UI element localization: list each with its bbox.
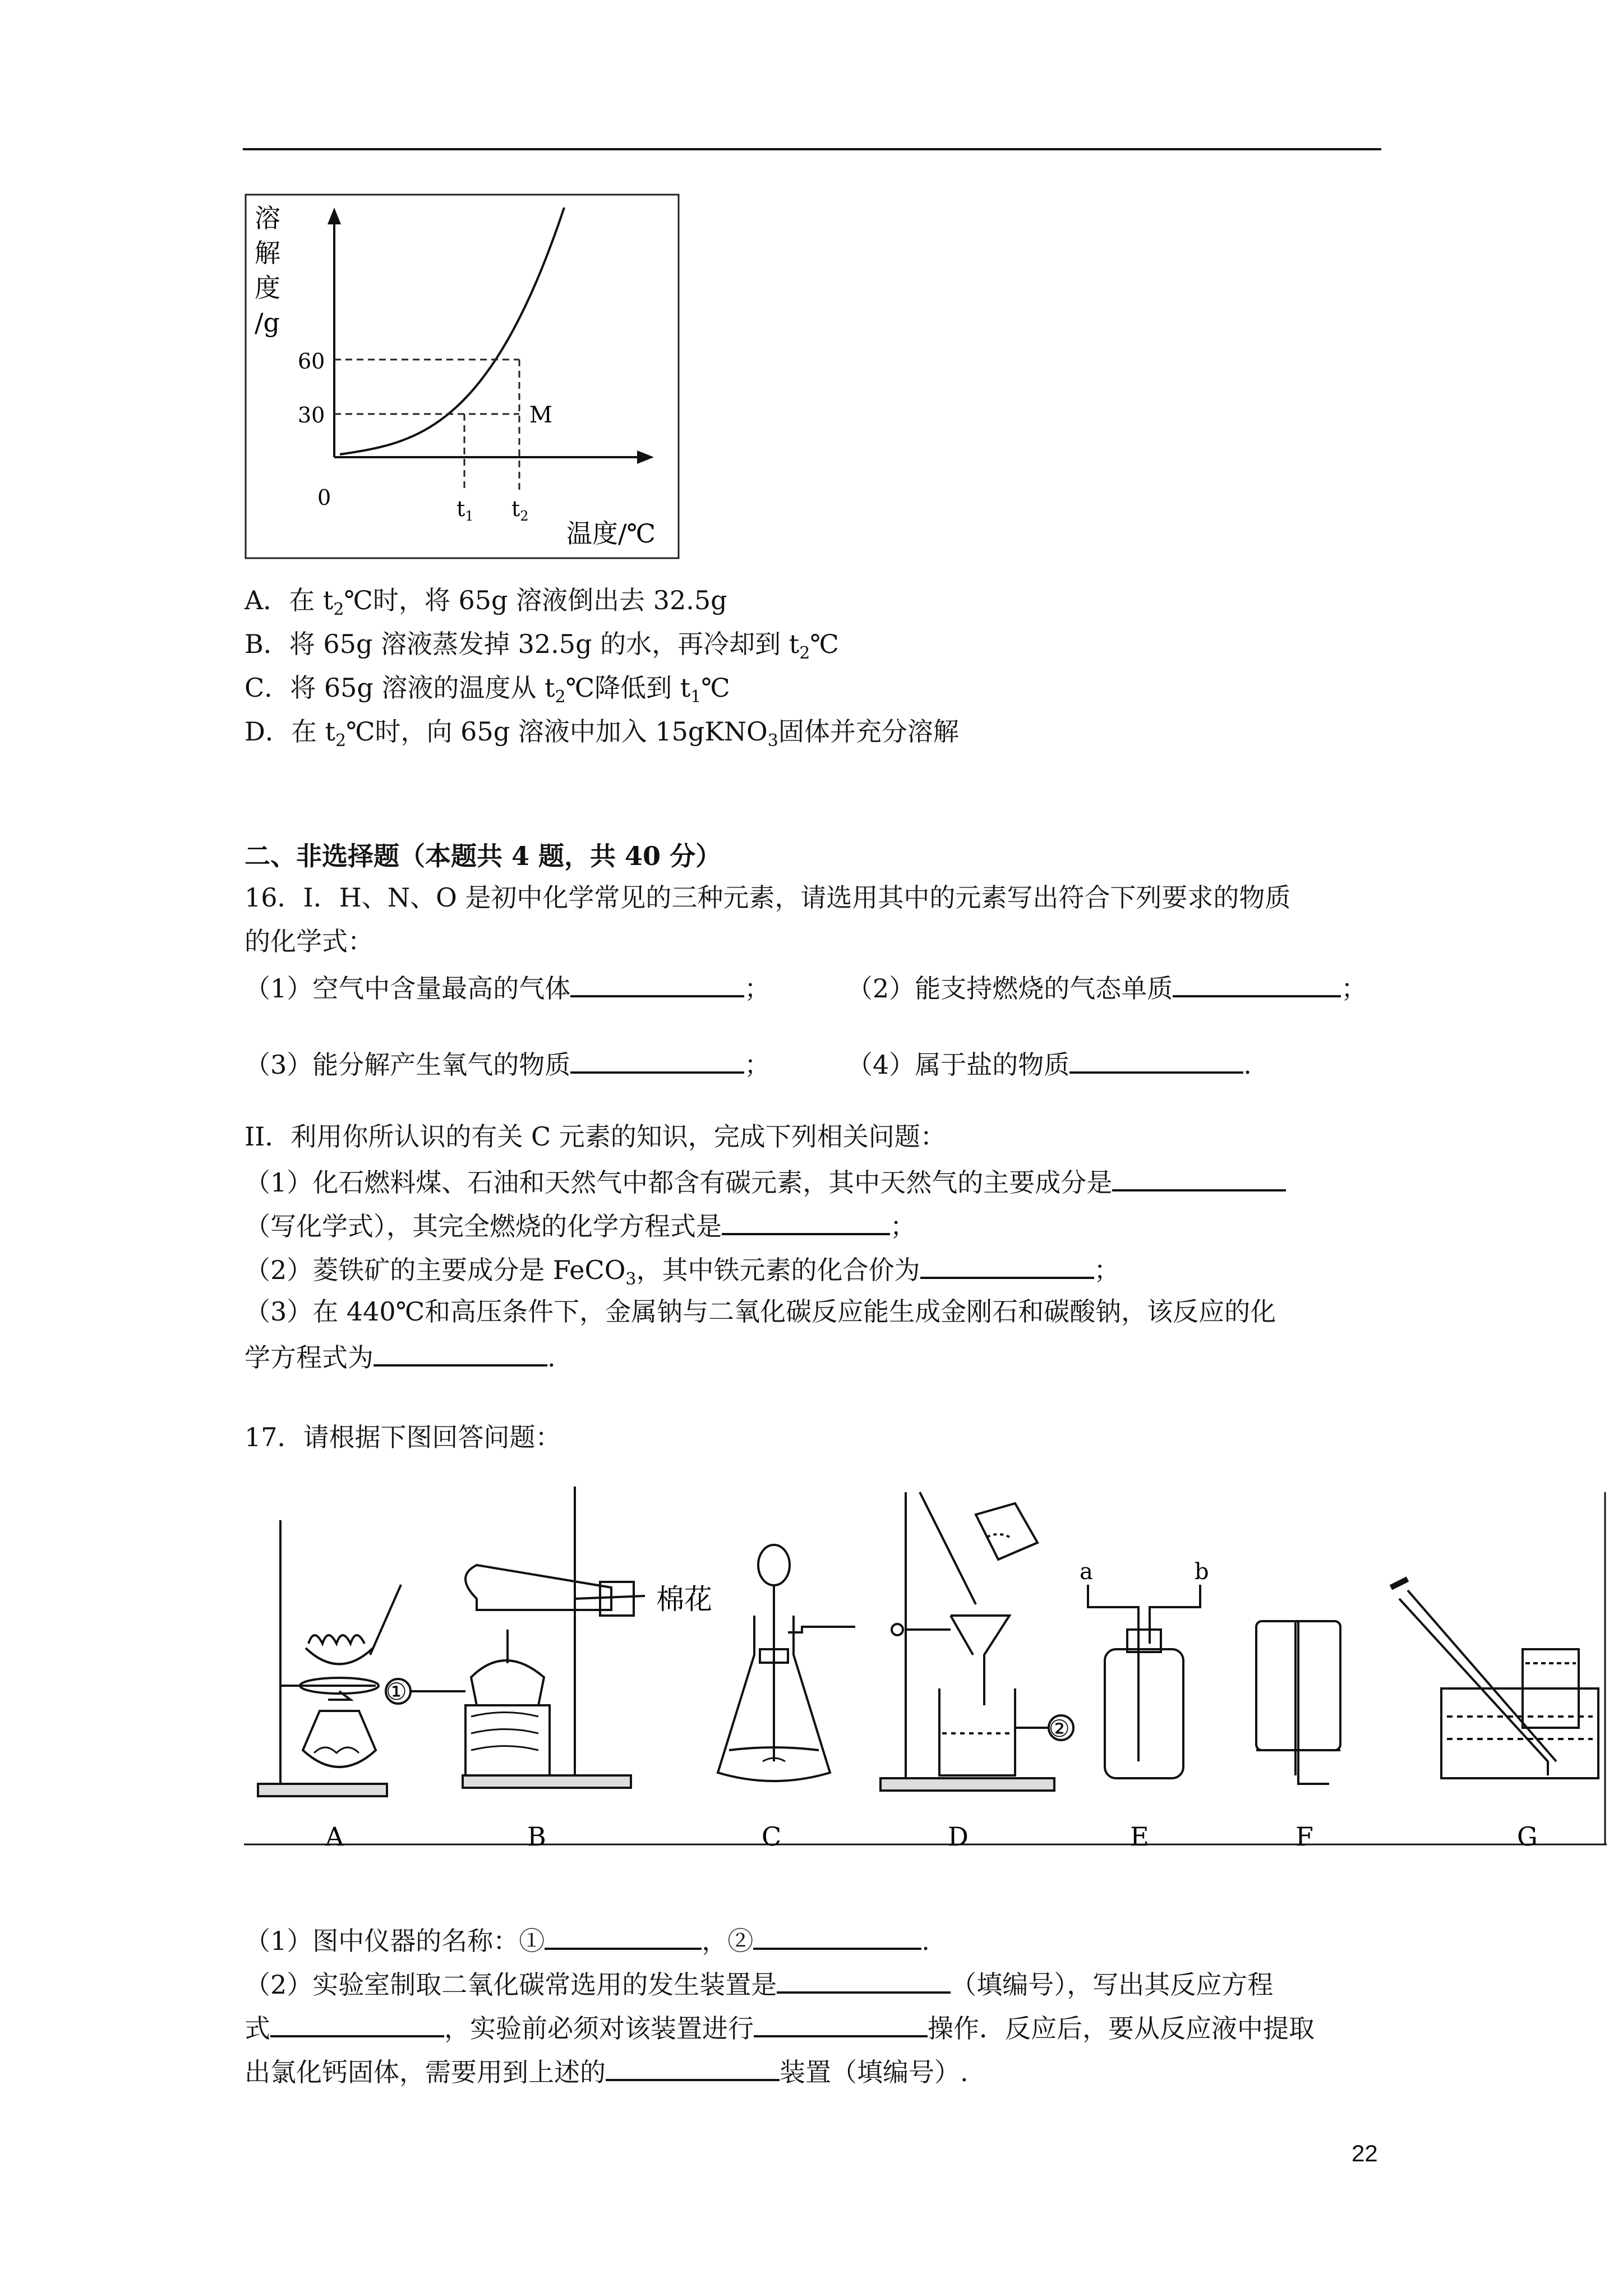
answer-blank[interactable] (545, 1922, 702, 1950)
solubility-graph (245, 194, 682, 561)
q16-intro-2: 的化学式： (245, 926, 374, 956)
label-e: E (1130, 1821, 1149, 1852)
q16-ii-2: （2）菱铁矿的主要成分是 FeCO$_3$，其中铁元素的化合价为 ； (245, 1251, 1120, 1296)
ylabel-char-2: 解 (255, 238, 280, 268)
q16-ii-title: II．利用你所认识的有关 C 元素的知识，完成下列相关问题： (245, 1121, 946, 1152)
label-f: F (1295, 1821, 1313, 1852)
answer-blank[interactable] (570, 969, 744, 997)
answer-blank[interactable] (270, 2009, 444, 2037)
marker-2: ② (1049, 1715, 1070, 1742)
y-tick-60: 60 (298, 349, 325, 374)
answer-blank[interactable] (570, 1046, 744, 1074)
apparatus-a (258, 1520, 401, 1796)
apparatus-c (718, 1545, 855, 1781)
y-axis-arrow (328, 208, 341, 224)
y-tick-30: 30 (298, 403, 325, 427)
q16-item-2: （2）能支持燃烧的气态单质 ； (847, 969, 1367, 1005)
option-a: A．在 $t_2℃$时，将 65g 溶液倒出去 32.5g (245, 585, 727, 619)
answer-blank[interactable] (722, 1207, 890, 1235)
x-axis-label: 温度/℃ (566, 518, 656, 549)
answer-blank[interactable] (1173, 969, 1341, 997)
q17-part-1: （1）图中仪器的名称：① ，② . (245, 1922, 930, 1958)
label-d: D (948, 1821, 969, 1852)
answer-blank[interactable] (1112, 1163, 1286, 1191)
q16-ii-3a: （3）在 440℃和高压条件下，金属钠与二氧化碳反应能生成金刚石和碳酸钠，该反应的化 (245, 1296, 1276, 1327)
option-c: C．将 65g 溶液的温度从 $t_2℃$降低到 $t_1℃$ (245, 673, 730, 707)
label-g: G (1517, 1821, 1538, 1852)
marker-1: ① (386, 1678, 407, 1705)
answer-blank[interactable] (374, 1338, 547, 1366)
option-d: D．在 $t_2℃$时，向 65g 溶液中加入 15gKNO$_3$固体并充分溶解 (245, 716, 959, 751)
apparatus-figure (241, 1470, 1610, 1862)
answer-blank[interactable] (606, 2053, 780, 2081)
label-cotton: 棉花 (656, 1583, 712, 1616)
q17-intro: 17．请根据下图回答问题： (245, 1422, 561, 1452)
answer-blank[interactable] (777, 1966, 951, 1994)
q16-ii-3b: 学方程式为 . (245, 1338, 556, 1374)
x-axis-arrow (637, 450, 654, 464)
answer-blank[interactable] (753, 1922, 921, 1950)
q16-ii-1b: （写化学式），其完全燃烧的化学方程式是 ； (245, 1207, 916, 1243)
q17-part-2c: 出氯化钙固体，需要用到上述的 装置（填编号）. (245, 2053, 969, 2089)
label-e-b: b (1195, 1559, 1209, 1585)
ylabel-char-3: 度 (255, 273, 280, 303)
ylabel-char-4: /g (255, 307, 280, 338)
answer-blank[interactable] (920, 1251, 1094, 1279)
q17-part-2a: （2）实验室制取二氧化碳常选用的发生装置是 （填编号），写出其反应方程 (245, 1966, 1273, 2001)
label-a: A (325, 1821, 344, 1852)
answer-blank[interactable] (754, 2009, 928, 2037)
origin-label: 0 (317, 485, 331, 510)
label-b: B (527, 1821, 546, 1852)
page-number: 22 (1352, 2140, 1378, 2166)
q17-part-2b: 式 ，实验前必须对该装置进行 操作．反应后，要从反应液中提取 (245, 2009, 1315, 2045)
q16-item-4: （4）属于盐的物质 . (847, 1046, 1252, 1082)
section-2-title: 二、非选择题（本题共 4 题，共 40 分） (245, 841, 722, 871)
apparatus-e (1088, 1585, 1200, 1778)
label-e-a: a (1080, 1559, 1093, 1585)
apparatus-f (1256, 1621, 1340, 1784)
point-label-m: M (529, 402, 552, 428)
apparatus-b (386, 1487, 645, 1788)
q16-item-3: （3）能分解产生氧气的物质 ； (245, 1046, 770, 1082)
ylabel-char-1: 溶 (255, 203, 280, 233)
q16-ii-1a: （1）化石燃料煤、石油和天然气中都含有碳元素，其中天然气的主要成分是 (245, 1163, 1286, 1199)
apparatus-g (1391, 1579, 1598, 1778)
q16-intro-1: 16．I．H、N、O 是初中化学常见的三种元素，请选用其中的元素写出符合下列要求的物质 (245, 882, 1291, 913)
q16-item-1: （1）空气中含量最高的气体 ； (245, 969, 770, 1005)
apparatus-d (880, 1492, 1073, 1791)
option-b: B．将 65g 溶液蒸发掉 32.5g 的水，再冷却到 $t_2℃$ (245, 629, 839, 663)
x-tick-t2: $t_2$ (511, 496, 529, 524)
answer-blank[interactable] (1069, 1046, 1243, 1074)
header-rule (243, 148, 1381, 150)
x-tick-t1: $t_1$ (457, 496, 474, 524)
label-c: C (762, 1821, 782, 1852)
